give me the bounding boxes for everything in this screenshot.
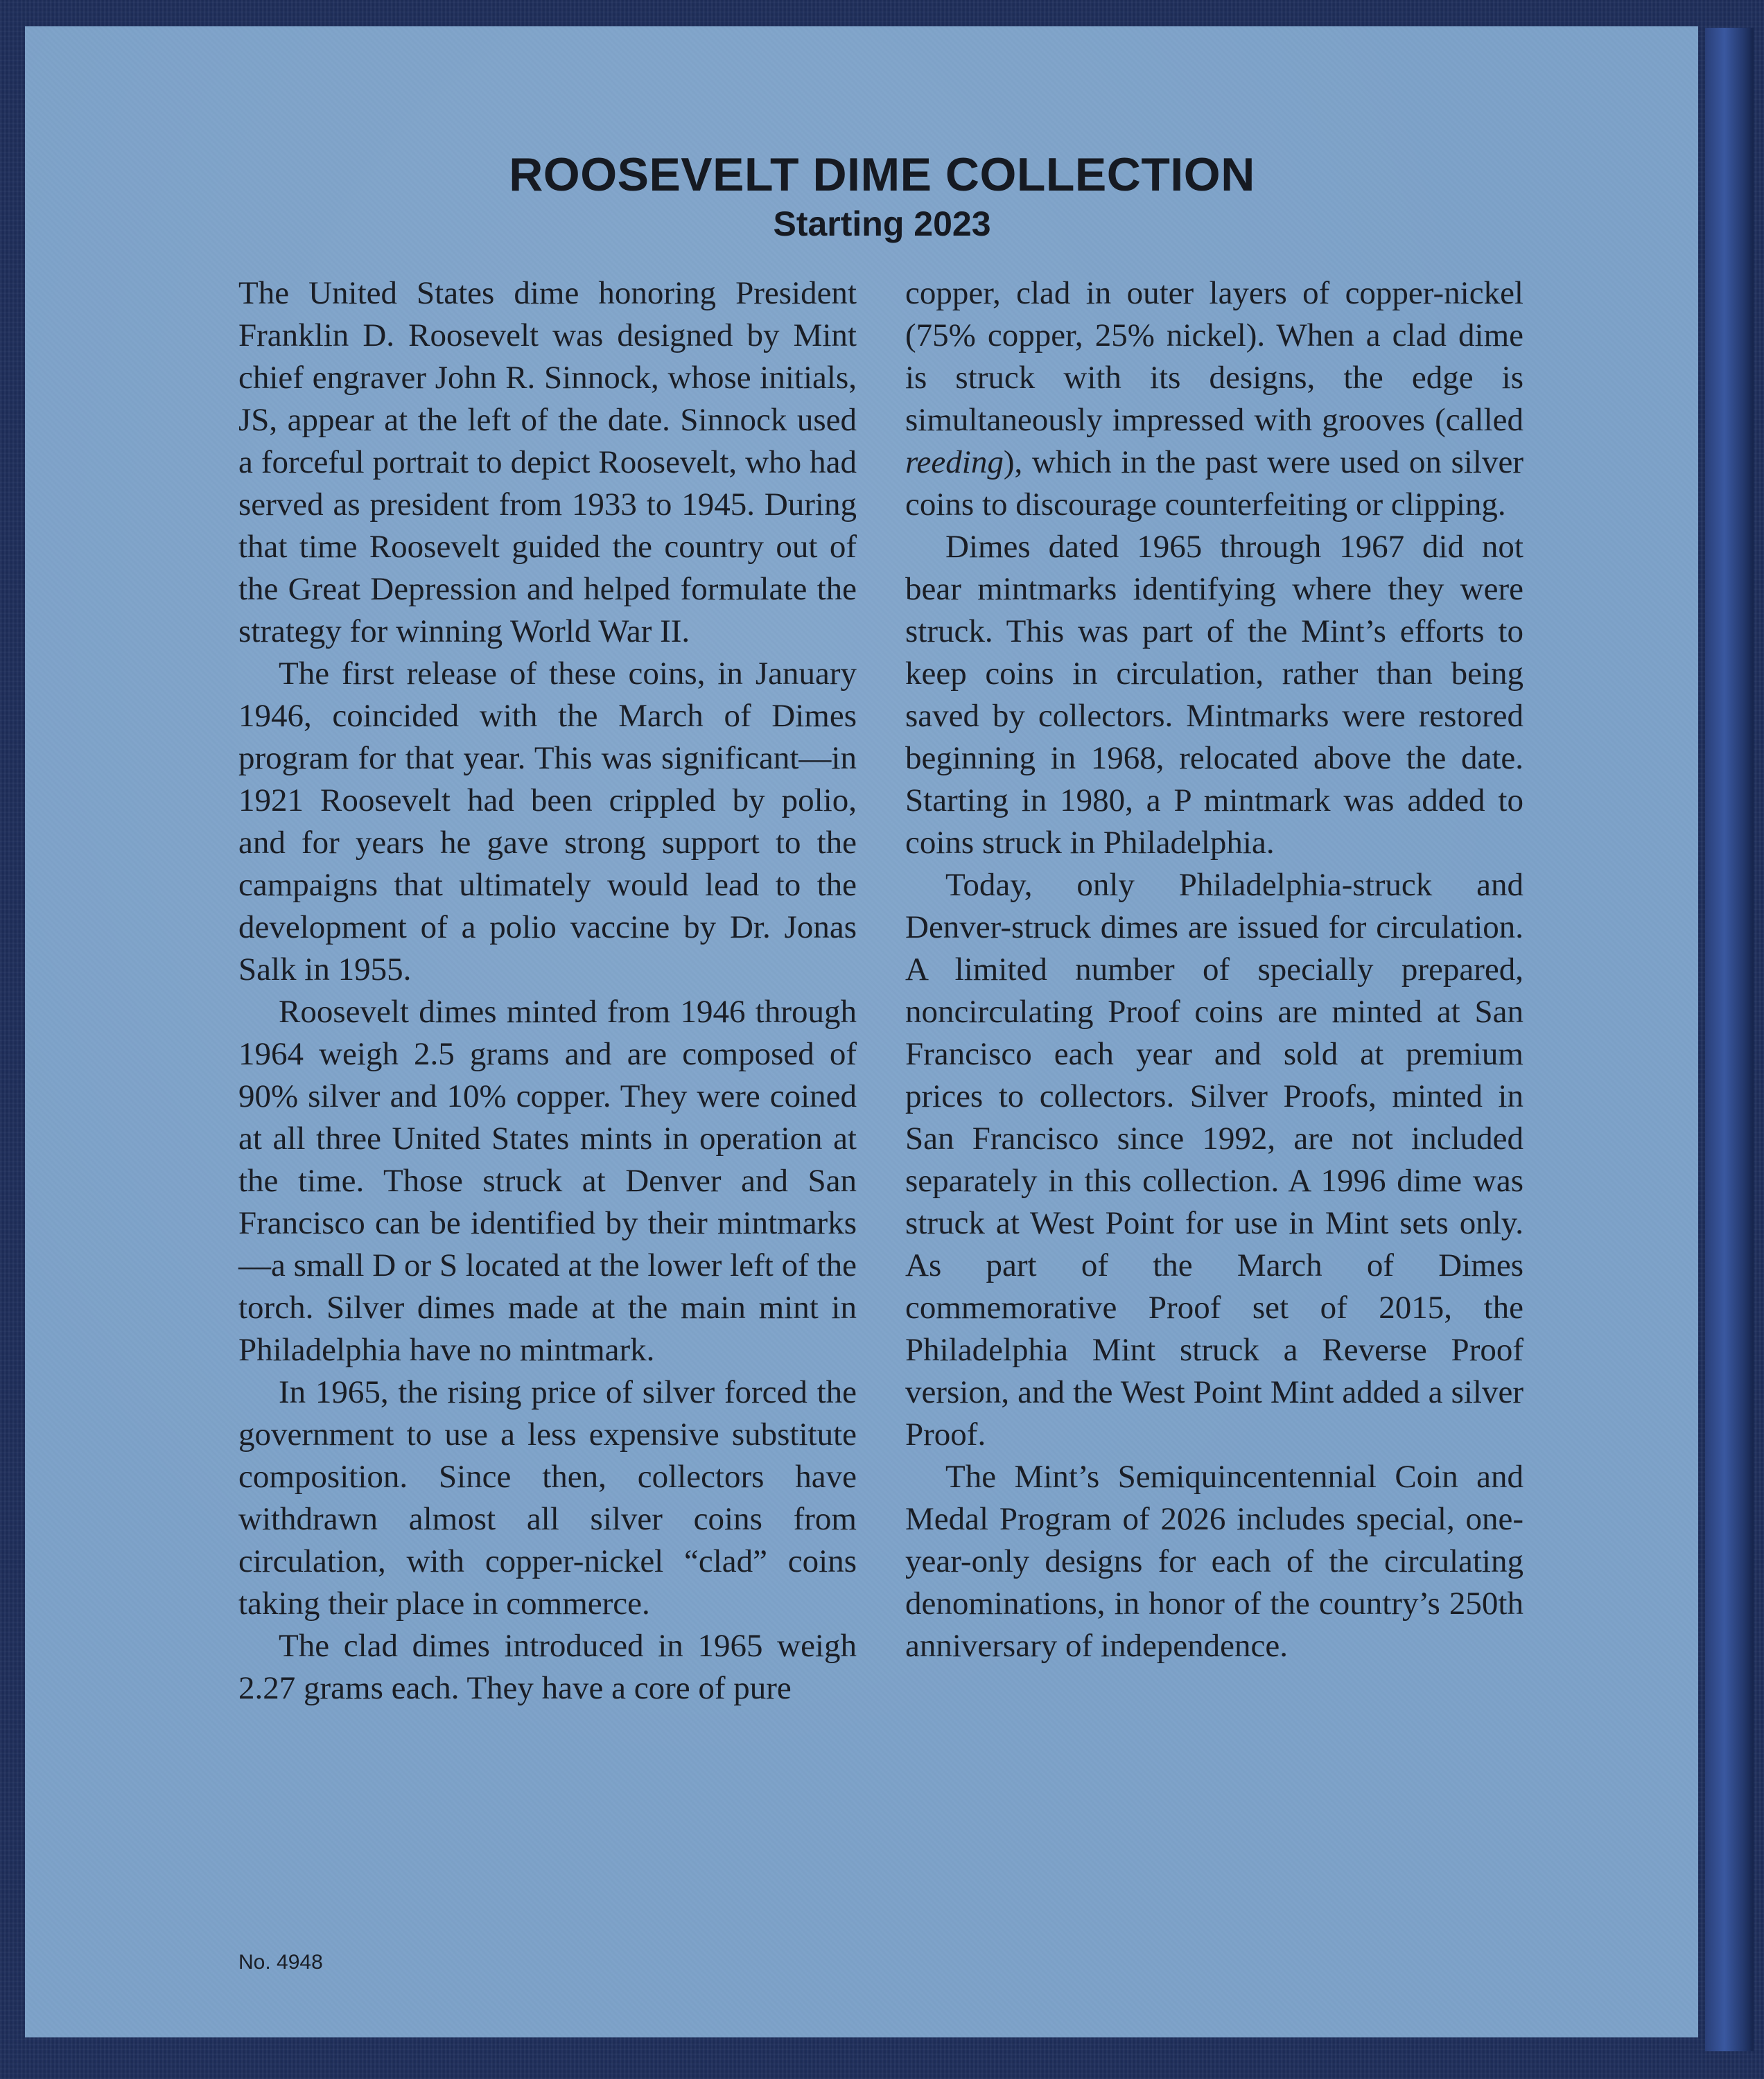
paragraph-first-release: The first release of these coins, in January 1946, coincided with the March of Dimes program for that year. This was significant—in 1921 Roosevelt had been crippled by polio, and for years he gave strong support to the campaigns that ultimately would lead to the development of a polio vaccine by Dr. Jonas Salk in 1955. — [238, 656, 857, 988]
paragraph-clad-continued — [905, 272, 1523, 526]
page-subtitle: Starting 2023 — [773, 204, 991, 243]
reeding-emphasis: reeding — [905, 444, 1004, 480]
album-spine — [1705, 28, 1754, 2051]
paragraph-silver-composition: Roosevelt dimes minted from 1946 through 1964 weigh 2.5 grams and are composed of 90% silver and 10% copper. They were coined at all three United States mints in operation at the time. Those struck at Denver and San Francisco can be identified by their mintmarks—a small D or S located at the lower left of the torch. Silver dimes made at the main mint in Philadelphia have no mintmark. — [238, 994, 857, 1368]
paragraph-semiquincentennial: The Mint’s Semiquincentennial Coin and Medal Program of 2026 includes special, one-year-only designs for each of the circulating denominations, in honor of the country’s 250th anniversary of independence. — [905, 1459, 1523, 1664]
paragraph-mintmarks: Dimes dated 1965 through 1967 did not bear mintmarks identifying where they were struck. This was part of the Mint’s efforts to keep coins in circulation, rather than being saved by collectors. Mintmarks were restored beginning in 1968, relocated above the date. Starting in 1980, a P mintmark was added to coins struck in Philadelphia. — [905, 529, 1523, 861]
paragraph-today: Today, only Philadelphia-struck and Denver-struck dimes are issued for circulation. A limited number of specially prepared, noncirculating Proof coins are minted at San Francisco each year and sold at premium prices to collectors. Silver Proofs, minted in San Francisco since 1992, are not included separately in this collection. A 1996 dime was struck at West Point for use in Mint sets only. As part of the March of Dimes commemorative Proof set of 2015, the Philadelphia Mint struck a Reverse Proof version, and the West Point Mint added a silver Proof. — [905, 867, 1523, 1453]
catalog-number: No. 4948 — [238, 1951, 323, 1974]
paragraph-clad-weight: The clad dimes introduced in 1965 weigh 2.27 grams each. They have a core of pure — [238, 1628, 857, 1706]
reeding-text-before: copper, clad in outer layers of copper-nickel (75% copper, 25% nickel). When a clad dime is struck with its designs, the edge is simultaneously impressed with grooves (called — [905, 275, 1523, 438]
paragraph-design-history: The United States dime honoring President Franklin D. Roosevelt was designed by Mint chief engraver John R. Sinnock, whose initials, JS, appear at the left of the date. Sinnock used a forceful portrait to depict Roosevelt, who had served as president from 1933 to 1945. During that time Roosevelt guided the country out of the Great Depression and helped formulate the strategy for winning World War II. — [238, 275, 857, 649]
page-title: ROOSEVELT DIME COLLECTION — [509, 148, 1255, 201]
paragraph-clad-substitute: In 1965, the rising price of silver forced the government to use a less expensive substitute composition. Since then, collectors have withdrawn almost all silver coins from circulation, with copper-nickel “clad” coins taking their place in commerce. — [238, 1374, 857, 1622]
right-text-column — [905, 272, 1523, 1667]
reeding-text-after: ), which in the past were used on silver coins to discourage counterfeiting or clipping. — [905, 444, 1523, 523]
left-text-column — [238, 272, 857, 1710]
